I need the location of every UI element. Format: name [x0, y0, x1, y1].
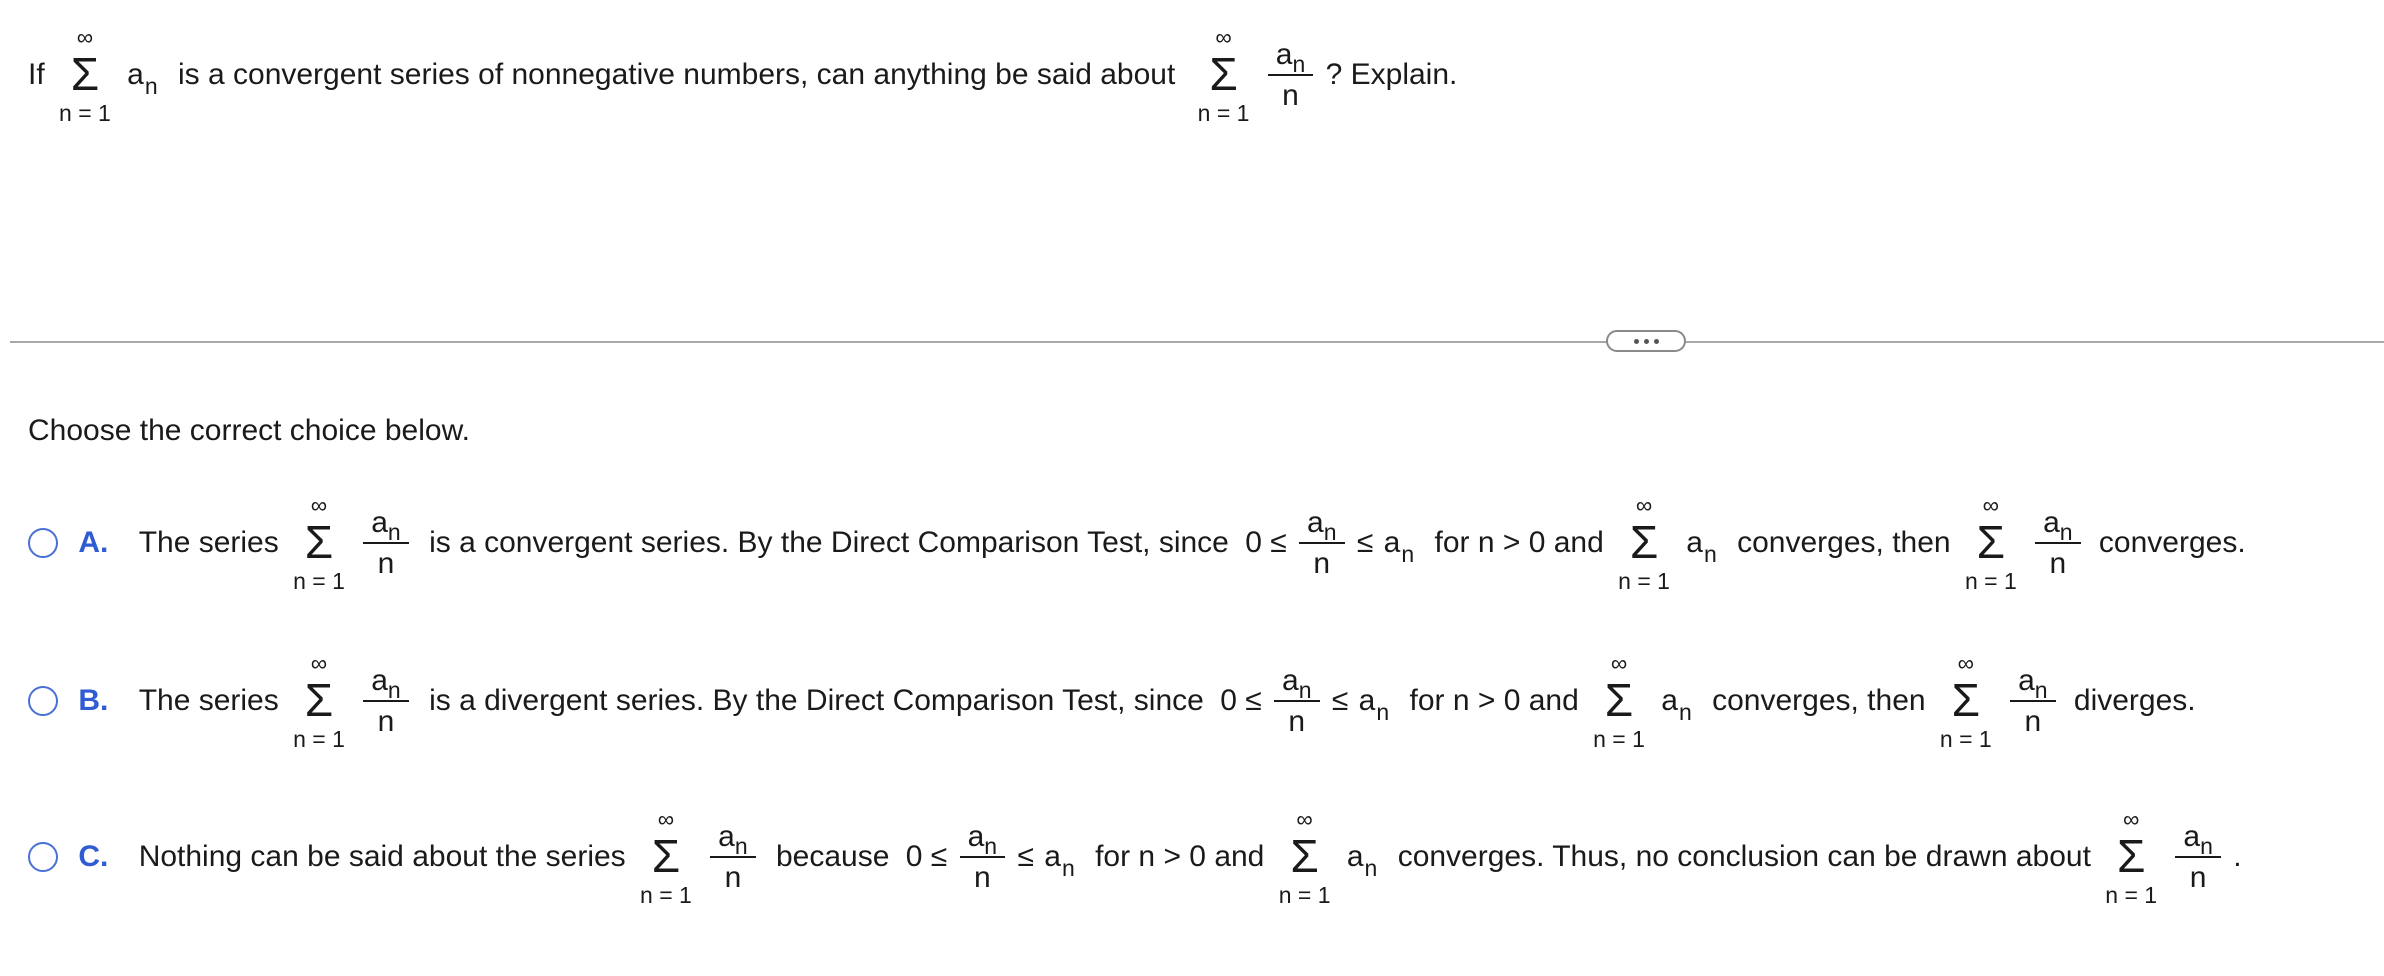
sum-symbol: ∞ Σ n = 1	[293, 491, 345, 594]
sum-symbol: ∞ Σ n = 1	[1593, 649, 1645, 752]
sum-symbol: ∞ Σ n = 1	[1939, 649, 1992, 752]
sum-symbol: ∞ Σ n = 1	[293, 649, 345, 752]
le-sign: ≤	[1017, 840, 1034, 873]
choice-text: because	[776, 840, 890, 873]
choice-letter-a: A.	[78, 526, 109, 559]
sum-symbol: ∞ Σ n = 1	[640, 805, 692, 908]
section-divider	[10, 341, 2384, 343]
sum-symbol: ∞ Σ n = 1	[1197, 23, 1250, 126]
choice-text: converges, then	[1712, 684, 1926, 717]
zero-le: 0 ≤	[905, 840, 948, 873]
zero-le: 0 ≤	[1220, 684, 1262, 717]
fraction-a-n-over-n: $\frac{a_n}{n}$	[1299, 507, 1344, 580]
choice-letter-c: C.	[78, 840, 109, 873]
expand-handle[interactable]	[1606, 330, 1686, 352]
le-sign: ≤	[1356, 526, 1374, 559]
sum-symbol: ∞ Σ n = 1	[1278, 805, 1331, 908]
dot-icon	[1634, 339, 1639, 344]
fraction-a-n-over-n: $\frac{a_n}{n}$	[710, 821, 755, 894]
fraction-a-n-over-n: $\frac{a_n}{n}$	[2035, 507, 2080, 580]
fraction-a-n-over-n: $\frac{a_n}{n}$	[2010, 665, 2055, 738]
sum-symbol: ∞ Σ n = 1	[59, 23, 111, 126]
choice-text: The series	[138, 684, 279, 717]
choice-text: Nothing can be said about the series	[138, 840, 626, 873]
radio-choice-c[interactable]	[28, 842, 58, 872]
choice-text: for n > 0 and	[1095, 840, 1265, 873]
fraction-a-n-over-n: $\frac{a_n}{n}$	[363, 507, 408, 580]
fraction-a-n-over-n: $\frac{a_n}{n}$	[2175, 821, 2220, 894]
fraction-a-n-over-n: $\frac{a_n}{n}$	[1274, 665, 1319, 738]
zero-le: 0 ≤	[1245, 526, 1287, 559]
choice-text: for n > 0 and	[1434, 526, 1604, 559]
question-text	[28, 20, 1457, 130]
question-tail: ? Explain.	[1325, 58, 1458, 91]
term-a-n: $a_n$	[1661, 684, 1692, 725]
sum-symbol: ∞ Σ n = 1	[1964, 491, 2017, 594]
radio-choice-b[interactable]	[28, 686, 58, 716]
term-a-n: $a_n$	[1346, 840, 1378, 881]
choice-text: diverges.	[2073, 684, 2196, 717]
choice-letter-b: B.	[78, 684, 109, 717]
choice-prompt: Choose the correct choice below.	[28, 414, 470, 447]
choice-text: for n > 0 and	[1409, 684, 1579, 717]
choice-text: converges, then	[1737, 526, 1951, 559]
term-a-n: $a_n$	[1383, 526, 1415, 567]
choice-b[interactable]	[28, 646, 2196, 756]
choice-text: is a divergent series. By the Direct Comparison Test, since	[429, 684, 1204, 717]
le-sign: ≤	[1331, 684, 1349, 717]
sum-symbol: ∞ Σ n = 1	[1618, 491, 1670, 594]
choice-a[interactable]	[28, 488, 2246, 598]
fraction-a-n-over-n: $\frac{a_n}{n}$	[363, 665, 408, 738]
question-series-text: is a convergent series of nonnegative numbers, can anything be said about	[177, 58, 1176, 91]
term-a-n: $a_n$	[127, 58, 158, 99]
choice-text: .	[2233, 840, 2242, 873]
choice-text: converges.	[2098, 526, 2246, 559]
radio-choice-a[interactable]	[28, 528, 58, 558]
question-if: If	[28, 58, 45, 91]
choice-text: The series	[138, 526, 279, 559]
fraction-a-n-over-n: $\frac{a_n}{n}$	[1268, 39, 1313, 112]
dot-icon	[1654, 339, 1659, 344]
fraction-a-n-over-n: $\frac{a_n}{n}$	[960, 821, 1005, 894]
choice-c[interactable]	[28, 802, 2242, 912]
term-a-n: $a_n$	[1044, 840, 1075, 881]
dot-icon	[1644, 339, 1649, 344]
term-a-n: $a_n$	[1686, 526, 1717, 567]
sum-symbol: ∞ Σ n = 1	[2105, 805, 2158, 908]
choice-text: is a convergent series. By the Direct Comparison Test, since	[429, 526, 1229, 559]
term-a-n: $a_n$	[1358, 684, 1390, 725]
choice-text: converges. Thus, no conclusion can be drawn about	[1397, 840, 2091, 873]
